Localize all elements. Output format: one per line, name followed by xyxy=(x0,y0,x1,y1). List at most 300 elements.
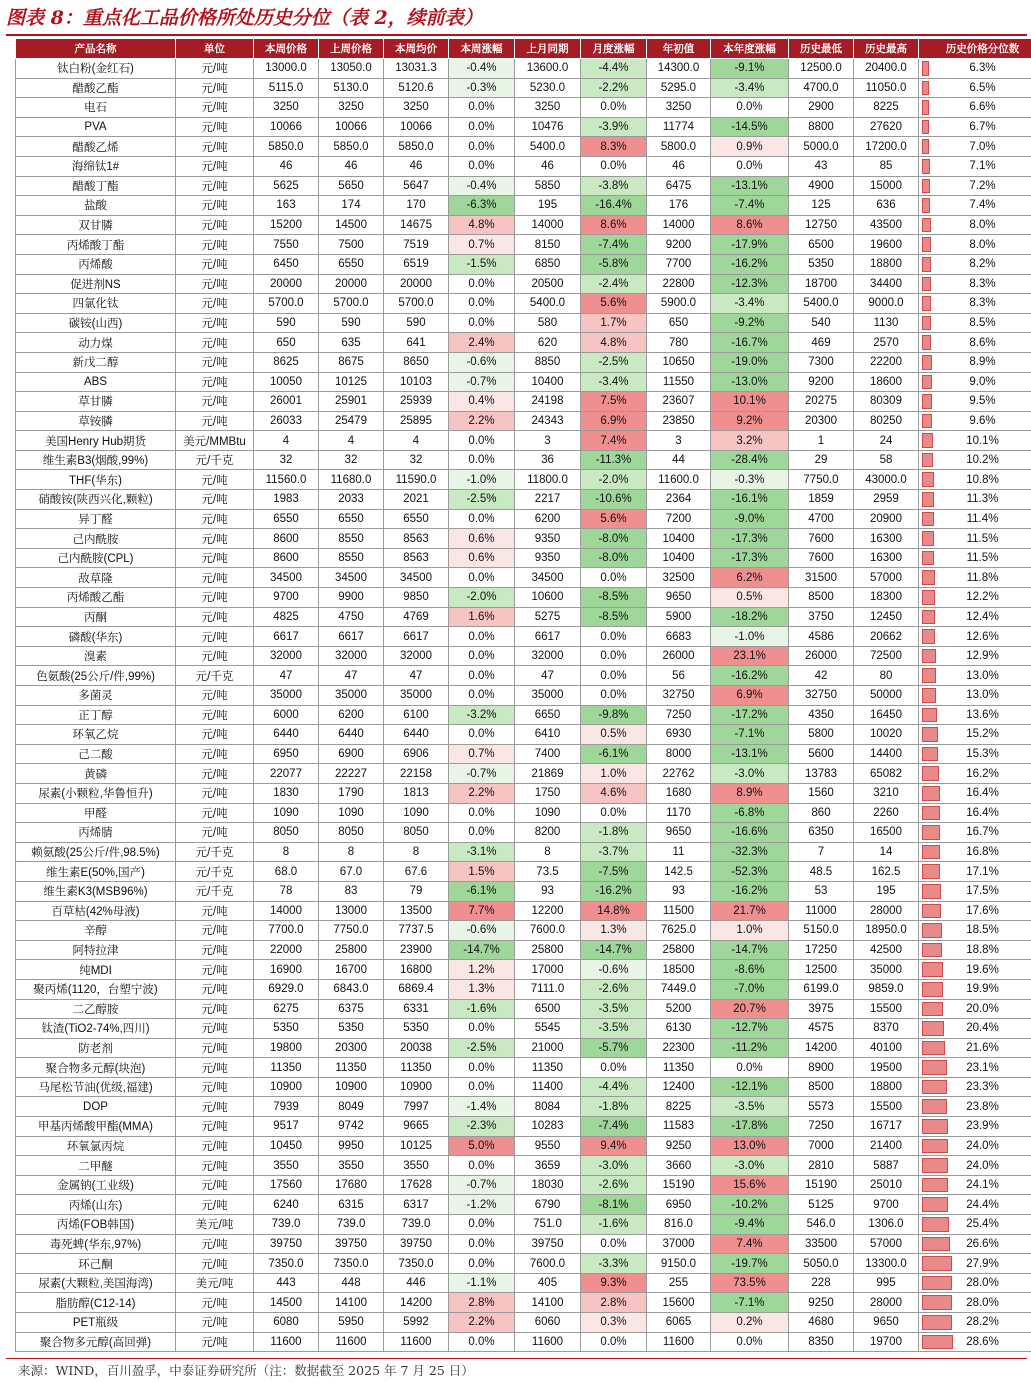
price-cell: 10400 xyxy=(647,529,711,549)
price-cell: 32000 xyxy=(515,646,581,666)
unit-cell: 元/吨 xyxy=(176,568,254,588)
product-name-cell: 辛醇 xyxy=(16,921,176,941)
price-cell: 9350 xyxy=(515,548,581,568)
table-row xyxy=(16,588,1031,608)
price-cell: 20300 xyxy=(319,1038,384,1058)
change-cell: -2.2% xyxy=(581,78,647,98)
table-row xyxy=(16,881,1031,901)
price-cell: 22762 xyxy=(647,764,711,784)
percentile-value: 19.6% xyxy=(966,963,999,976)
unit-cell: 元/吨 xyxy=(176,294,254,314)
change-cell: 0.0% xyxy=(449,725,515,745)
price-cell: 43500 xyxy=(854,215,919,235)
change-cell: 7.4% xyxy=(581,431,647,451)
percentile-value: 6.7% xyxy=(969,121,996,134)
table-row xyxy=(16,78,1031,98)
product-name-cell: 黄磷 xyxy=(16,764,176,784)
unit-cell: 元/吨 xyxy=(176,901,254,921)
table-row xyxy=(16,1332,1031,1352)
price-cell: 34500 xyxy=(515,568,581,588)
price-cell: 7700 xyxy=(647,254,711,274)
change-cell: 0.0% xyxy=(449,156,515,176)
table-row xyxy=(16,59,1031,79)
price-cell: 8225 xyxy=(854,98,919,118)
price-cell: 6550 xyxy=(319,254,384,274)
price-cell: 8225 xyxy=(647,1097,711,1117)
price-cell: 751.0 xyxy=(515,1215,581,1235)
column-header: 本年度涨幅 xyxy=(711,39,789,59)
product-name-cell: 醋酸乙烯 xyxy=(16,137,176,157)
change-cell: 0.7% xyxy=(449,744,515,764)
unit-cell: 元/吨 xyxy=(176,588,254,608)
change-cell: -5.8% xyxy=(581,254,647,274)
price-cell: 16300 xyxy=(854,548,919,568)
change-cell: 0.0% xyxy=(581,803,647,823)
price-cell: 65082 xyxy=(854,764,919,784)
change-cell: -3.5% xyxy=(711,1097,789,1117)
price-cell: 8675 xyxy=(319,352,384,372)
price-cell: 7449.0 xyxy=(647,979,711,999)
price-cell: 32500 xyxy=(647,568,711,588)
price-cell: 995 xyxy=(854,1273,919,1293)
price-cell: 13031.3 xyxy=(384,59,449,79)
change-cell: 2.2% xyxy=(449,411,515,431)
unit-cell: 元/吨 xyxy=(176,999,254,1019)
percentile-value: 11.3% xyxy=(966,493,999,506)
change-cell: -17.3% xyxy=(711,529,789,549)
price-cell: 6275 xyxy=(254,999,319,1019)
price-cell: 17200.0 xyxy=(854,137,919,157)
price-cell: 5800.0 xyxy=(647,137,711,157)
price-cell: 7600.0 xyxy=(515,1254,581,1274)
product-name-cell: 丙烯(山东) xyxy=(16,1195,176,1215)
price-cell: 10400 xyxy=(647,548,711,568)
change-cell: 7.7% xyxy=(449,901,515,921)
change-cell: -12.3% xyxy=(711,274,789,294)
price-cell: 5900 xyxy=(647,607,711,627)
price-cell: 42 xyxy=(789,666,854,686)
change-cell: 0.0% xyxy=(449,313,515,333)
price-cell: 46 xyxy=(319,156,384,176)
price-cell: 24198 xyxy=(515,392,581,412)
change-cell: 0.0% xyxy=(449,1234,515,1254)
unit-cell: 元/吨 xyxy=(176,352,254,372)
price-cell: 19700 xyxy=(854,1332,919,1352)
percentile-value: 23.8% xyxy=(966,1100,999,1113)
price-cell: 22000 xyxy=(254,940,319,960)
unit-cell: 元/吨 xyxy=(176,960,254,980)
percentile-cell xyxy=(919,842,1031,862)
price-cell: 10050 xyxy=(254,372,319,392)
percentile-cell xyxy=(919,313,1031,333)
percentile-cell xyxy=(919,1175,1031,1195)
price-cell: 20038 xyxy=(384,1038,449,1058)
price-cell: 8 xyxy=(384,842,449,862)
product-name-cell: 新戊二醇 xyxy=(16,352,176,372)
price-cell: 25939 xyxy=(384,392,449,412)
percentile-value: 25.4% xyxy=(966,1218,999,1231)
price-cell: 11050.0 xyxy=(854,78,919,98)
price-cell: 580 xyxy=(515,313,581,333)
unit-cell: 元/吨 xyxy=(176,333,254,353)
percentile-cell xyxy=(919,98,1031,118)
percentile-cell xyxy=(919,783,1031,803)
percentile-value: 8.3% xyxy=(969,277,996,290)
price-cell: 11774 xyxy=(647,117,711,137)
unit-cell: 元/吨 xyxy=(176,490,254,510)
percentile-cell xyxy=(919,1156,1031,1176)
change-cell: -1.6% xyxy=(449,999,515,1019)
change-cell: 1.3% xyxy=(449,979,515,999)
price-cell: 9650 xyxy=(647,588,711,608)
table-row xyxy=(16,254,1031,274)
change-cell: -2.4% xyxy=(581,274,647,294)
price-cell: 57000 xyxy=(854,568,919,588)
change-cell: 0.0% xyxy=(449,294,515,314)
price-cell: 8625 xyxy=(254,352,319,372)
change-cell: 9.4% xyxy=(581,1136,647,1156)
unit-cell: 元/吨 xyxy=(176,1313,254,1333)
product-name-cell: ABS xyxy=(16,372,176,392)
product-name-cell: 毒死蜱(华东,97%) xyxy=(16,1234,176,1254)
price-cell: 9665 xyxy=(384,1117,449,1137)
price-cell: 58 xyxy=(854,450,919,470)
product-name-cell: 防老剂 xyxy=(16,1038,176,1058)
change-cell: 0.0% xyxy=(449,509,515,529)
percentile-value: 15.3% xyxy=(966,748,999,761)
percentile-cell xyxy=(919,294,1031,314)
percentile-value: 24.1% xyxy=(966,1179,999,1192)
change-cell: -7.4% xyxy=(581,235,647,255)
product-name-cell: 聚合物多元醇(高回弹) xyxy=(16,1332,176,1352)
price-cell: 6550 xyxy=(254,509,319,529)
product-name-cell: 丙烯腈 xyxy=(16,823,176,843)
unit-cell: 元/吨 xyxy=(176,627,254,647)
change-cell: 0.0% xyxy=(711,156,789,176)
change-cell: -8.0% xyxy=(581,548,647,568)
price-cell: 22800 xyxy=(647,274,711,294)
price-cell: 641 xyxy=(384,333,449,353)
price-cell: 9517 xyxy=(254,1117,319,1137)
change-cell: 0.0% xyxy=(581,1234,647,1254)
percentile-cell xyxy=(919,431,1031,451)
price-cell: 1750 xyxy=(515,783,581,803)
price-cell: 26000 xyxy=(647,646,711,666)
price-cell: 7600 xyxy=(789,548,854,568)
price-cell: 17000 xyxy=(515,960,581,980)
price-cell: 11500 xyxy=(647,901,711,921)
price-cell: 18300 xyxy=(854,588,919,608)
price-cell: 5400.0 xyxy=(789,294,854,314)
price-cell: 8049 xyxy=(319,1097,384,1117)
change-cell: -4.4% xyxy=(581,1077,647,1097)
percentile-value: 21.6% xyxy=(966,1041,999,1054)
column-header: 产品名称 xyxy=(16,39,176,59)
price-cell: 34500 xyxy=(254,568,319,588)
product-name-cell: 甲醛 xyxy=(16,803,176,823)
product-name-cell: 二甲醚 xyxy=(16,1156,176,1176)
change-cell: 0.0% xyxy=(449,274,515,294)
table-row xyxy=(16,686,1031,706)
change-cell: 0.0% xyxy=(711,1332,789,1352)
unit-cell: 元/千克 xyxy=(176,881,254,901)
change-cell: -4.4% xyxy=(581,59,647,79)
price-cell: 1859 xyxy=(789,490,854,510)
unit-cell: 元/吨 xyxy=(176,979,254,999)
percentile-cell xyxy=(919,1077,1031,1097)
price-cell: 10476 xyxy=(515,117,581,137)
price-cell: 20000 xyxy=(319,274,384,294)
percentile-cell xyxy=(919,137,1031,157)
price-cell: 13300.0 xyxy=(854,1254,919,1274)
percentile-value: 8.0% xyxy=(969,219,996,232)
price-cell: 20000 xyxy=(254,274,319,294)
change-cell: -3.0% xyxy=(711,764,789,784)
price-cell: 3550 xyxy=(319,1156,384,1176)
price-cell: 43 xyxy=(789,156,854,176)
price-cell: 6200 xyxy=(515,509,581,529)
price-cell: 3 xyxy=(515,431,581,451)
percentile-value: 9.6% xyxy=(969,414,996,427)
product-name-cell: 丙烯酸丁酯 xyxy=(16,235,176,255)
percentile-value: 10.1% xyxy=(966,434,999,447)
column-header: 单位 xyxy=(176,39,254,59)
unit-cell: 元/吨 xyxy=(176,274,254,294)
unit-cell: 元/吨 xyxy=(176,392,254,412)
price-cell: 6950 xyxy=(647,1195,711,1215)
product-name-cell: PET瓶级 xyxy=(16,1313,176,1333)
table-row xyxy=(16,1156,1031,1176)
change-cell: -3.5% xyxy=(581,1019,647,1039)
percentile-cell xyxy=(919,1273,1031,1293)
product-name-cell: 金属钠(工业级) xyxy=(16,1175,176,1195)
table-row xyxy=(16,842,1031,862)
product-name-cell: 正丁醇 xyxy=(16,705,176,725)
change-cell: -2.5% xyxy=(449,490,515,510)
product-name-cell: 异丁醛 xyxy=(16,509,176,529)
price-cell: 35000 xyxy=(515,686,581,706)
percentile-value: 8.5% xyxy=(969,317,996,330)
unit-cell: 元/吨 xyxy=(176,156,254,176)
change-cell: -8.1% xyxy=(581,1195,647,1215)
price-cell: 93 xyxy=(515,881,581,901)
change-cell: -3.4% xyxy=(711,78,789,98)
change-cell: 0.0% xyxy=(581,686,647,706)
price-cell: 18950.0 xyxy=(854,921,919,941)
price-cell: 28000 xyxy=(854,901,919,921)
price-cell: 1090 xyxy=(384,803,449,823)
table-row xyxy=(16,1097,1031,1117)
price-cell: 6850 xyxy=(515,254,581,274)
change-cell: -3.5% xyxy=(581,999,647,1019)
unit-cell: 元/吨 xyxy=(176,235,254,255)
table-row xyxy=(16,705,1031,725)
product-name-cell: 海绵钛1# xyxy=(16,156,176,176)
price-cell: 14300.0 xyxy=(647,59,711,79)
percentile-value: 17.5% xyxy=(966,885,999,898)
column-header: 年初值 xyxy=(647,39,711,59)
price-cell: 18800 xyxy=(854,1077,919,1097)
price-cell: 7600 xyxy=(789,529,854,549)
price-cell: 44 xyxy=(647,450,711,470)
price-cell: 20400.0 xyxy=(854,59,919,79)
percentile-cell xyxy=(919,450,1031,470)
change-cell: 0.0% xyxy=(449,1019,515,1039)
change-cell: 0.0% xyxy=(449,1156,515,1176)
price-cell: 23850 xyxy=(647,411,711,431)
product-name-cell: 甲基丙烯酸甲酯(MMA) xyxy=(16,1117,176,1137)
column-header: 上月同期 xyxy=(515,39,581,59)
product-name-cell: 二乙醇胺 xyxy=(16,999,176,1019)
price-cell: 16450 xyxy=(854,705,919,725)
percentile-cell xyxy=(919,940,1031,960)
percentile-cell xyxy=(919,509,1031,529)
price-cell: 14100 xyxy=(319,1293,384,1313)
price-cell: 7111.0 xyxy=(515,979,581,999)
unit-cell: 元/吨 xyxy=(176,607,254,627)
product-name-cell: 美国Henry Hub期货 xyxy=(16,431,176,451)
percentile-value: 23.3% xyxy=(966,1081,999,1094)
column-header: 历史最高 xyxy=(854,39,919,59)
price-cell: 14500 xyxy=(319,215,384,235)
percentile-cell xyxy=(919,59,1031,79)
change-cell: 0.7% xyxy=(449,235,515,255)
price-cell: 14675 xyxy=(384,215,449,235)
change-cell: -3.0% xyxy=(581,1156,647,1176)
price-cell: 15500 xyxy=(854,999,919,1019)
percentile-cell xyxy=(919,1234,1031,1254)
price-cell: 8350 xyxy=(789,1332,854,1352)
change-cell: -3.9% xyxy=(581,117,647,137)
percentile-value: 19.9% xyxy=(966,983,999,996)
price-cell: 2021 xyxy=(384,490,449,510)
unit-cell: 元/吨 xyxy=(176,646,254,666)
percentile-cell xyxy=(919,607,1031,627)
table-row xyxy=(16,1313,1031,1333)
price-cell: 163 xyxy=(254,196,319,216)
price-cell: 739.0 xyxy=(254,1215,319,1235)
change-cell: -14.5% xyxy=(711,117,789,137)
price-cell: 32 xyxy=(319,450,384,470)
unit-cell: 元/吨 xyxy=(176,1019,254,1039)
price-cell: 11350 xyxy=(384,1058,449,1078)
percentile-value: 11.4% xyxy=(966,512,999,525)
price-cell: 16500 xyxy=(854,823,919,843)
price-cell: 8563 xyxy=(384,548,449,568)
price-cell: 11600.0 xyxy=(647,470,711,490)
percentile-value: 12.4% xyxy=(966,610,999,623)
unit-cell: 元/吨 xyxy=(176,548,254,568)
price-cell: 6906 xyxy=(384,744,449,764)
price-cell: 10900 xyxy=(254,1077,319,1097)
price-cell: 6843.0 xyxy=(319,979,384,999)
table-row xyxy=(16,862,1031,882)
change-cell: 15.6% xyxy=(711,1175,789,1195)
table-row xyxy=(16,1058,1031,1078)
price-cell: 2959 xyxy=(854,490,919,510)
price-cell: 11800.0 xyxy=(515,470,581,490)
change-cell: -17.8% xyxy=(711,1117,789,1137)
price-cell: 5700.0 xyxy=(254,294,319,314)
change-cell: 4.8% xyxy=(449,215,515,235)
price-cell: 17680 xyxy=(319,1175,384,1195)
price-cell: 5400.0 xyxy=(515,137,581,157)
price-cell: 19600 xyxy=(854,235,919,255)
price-cell: 2364 xyxy=(647,490,711,510)
price-cell: 6200 xyxy=(319,705,384,725)
price-cell: 18800 xyxy=(854,254,919,274)
table-row xyxy=(16,1019,1031,1039)
price-cell: 8500 xyxy=(789,1077,854,1097)
percentile-cell xyxy=(919,862,1031,882)
percentile-cell xyxy=(919,627,1031,647)
price-cell: 10125 xyxy=(384,1136,449,1156)
percentile-value: 11.5% xyxy=(966,532,999,545)
product-name-cell: 己内酰胺 xyxy=(16,529,176,549)
percentile-value: 7.4% xyxy=(969,199,996,212)
product-name-cell: 醋酸丁酯 xyxy=(16,176,176,196)
product-name-cell: 纯MDI xyxy=(16,960,176,980)
change-cell: -16.4% xyxy=(581,196,647,216)
price-cell: 446 xyxy=(384,1273,449,1293)
change-cell: 2.8% xyxy=(581,1293,647,1313)
price-cell: 32 xyxy=(254,450,319,470)
product-name-cell: 尿素(大颗粒,美国海湾) xyxy=(16,1273,176,1293)
percentile-cell xyxy=(919,1117,1031,1137)
table-row xyxy=(16,568,1031,588)
change-cell: -17.2% xyxy=(711,705,789,725)
price-cell: 635 xyxy=(319,333,384,353)
change-cell: 5.0% xyxy=(449,1136,515,1156)
percentile-cell xyxy=(919,646,1031,666)
change-cell: 0.0% xyxy=(449,666,515,686)
price-cell: 13000.0 xyxy=(254,59,319,79)
price-cell: 42500 xyxy=(854,940,919,960)
price-cell: 9850 xyxy=(384,588,449,608)
change-cell: 0.0% xyxy=(449,117,515,137)
percentile-cell xyxy=(919,803,1031,823)
price-cell: 5120.6 xyxy=(384,78,449,98)
product-name-cell: 赖氨酸(25公斤/件,98.5%) xyxy=(16,842,176,862)
price-cell: 25800 xyxy=(319,940,384,960)
price-cell: 39750 xyxy=(319,1234,384,1254)
price-cell: 16700 xyxy=(319,960,384,980)
price-cell: 816.0 xyxy=(647,1215,711,1235)
price-cell: 8500 xyxy=(789,588,854,608)
column-header: 本周均价 xyxy=(384,39,449,59)
price-cell: 6950 xyxy=(254,744,319,764)
price-cell: 3659 xyxy=(515,1156,581,1176)
price-cell: 47 xyxy=(319,666,384,686)
table-row xyxy=(16,117,1031,137)
price-cell: 170 xyxy=(384,196,449,216)
table-row xyxy=(16,1293,1031,1313)
price-cell: 15190 xyxy=(789,1175,854,1195)
price-cell: 14100 xyxy=(515,1293,581,1313)
change-cell: 0.6% xyxy=(449,548,515,568)
change-cell: -3.4% xyxy=(581,372,647,392)
unit-cell: 元/吨 xyxy=(176,1254,254,1274)
percentile-value: 8.2% xyxy=(969,258,996,271)
change-cell: -0.6% xyxy=(449,921,515,941)
unit-cell: 元/吨 xyxy=(176,705,254,725)
change-cell: 0.0% xyxy=(449,1077,515,1097)
product-name-cell: 脂肪醇(C12-14) xyxy=(16,1293,176,1313)
price-cell: 5400.0 xyxy=(515,294,581,314)
price-cell: 5850 xyxy=(515,176,581,196)
price-percentile-table xyxy=(15,38,1031,1352)
percentile-cell xyxy=(919,1215,1031,1235)
